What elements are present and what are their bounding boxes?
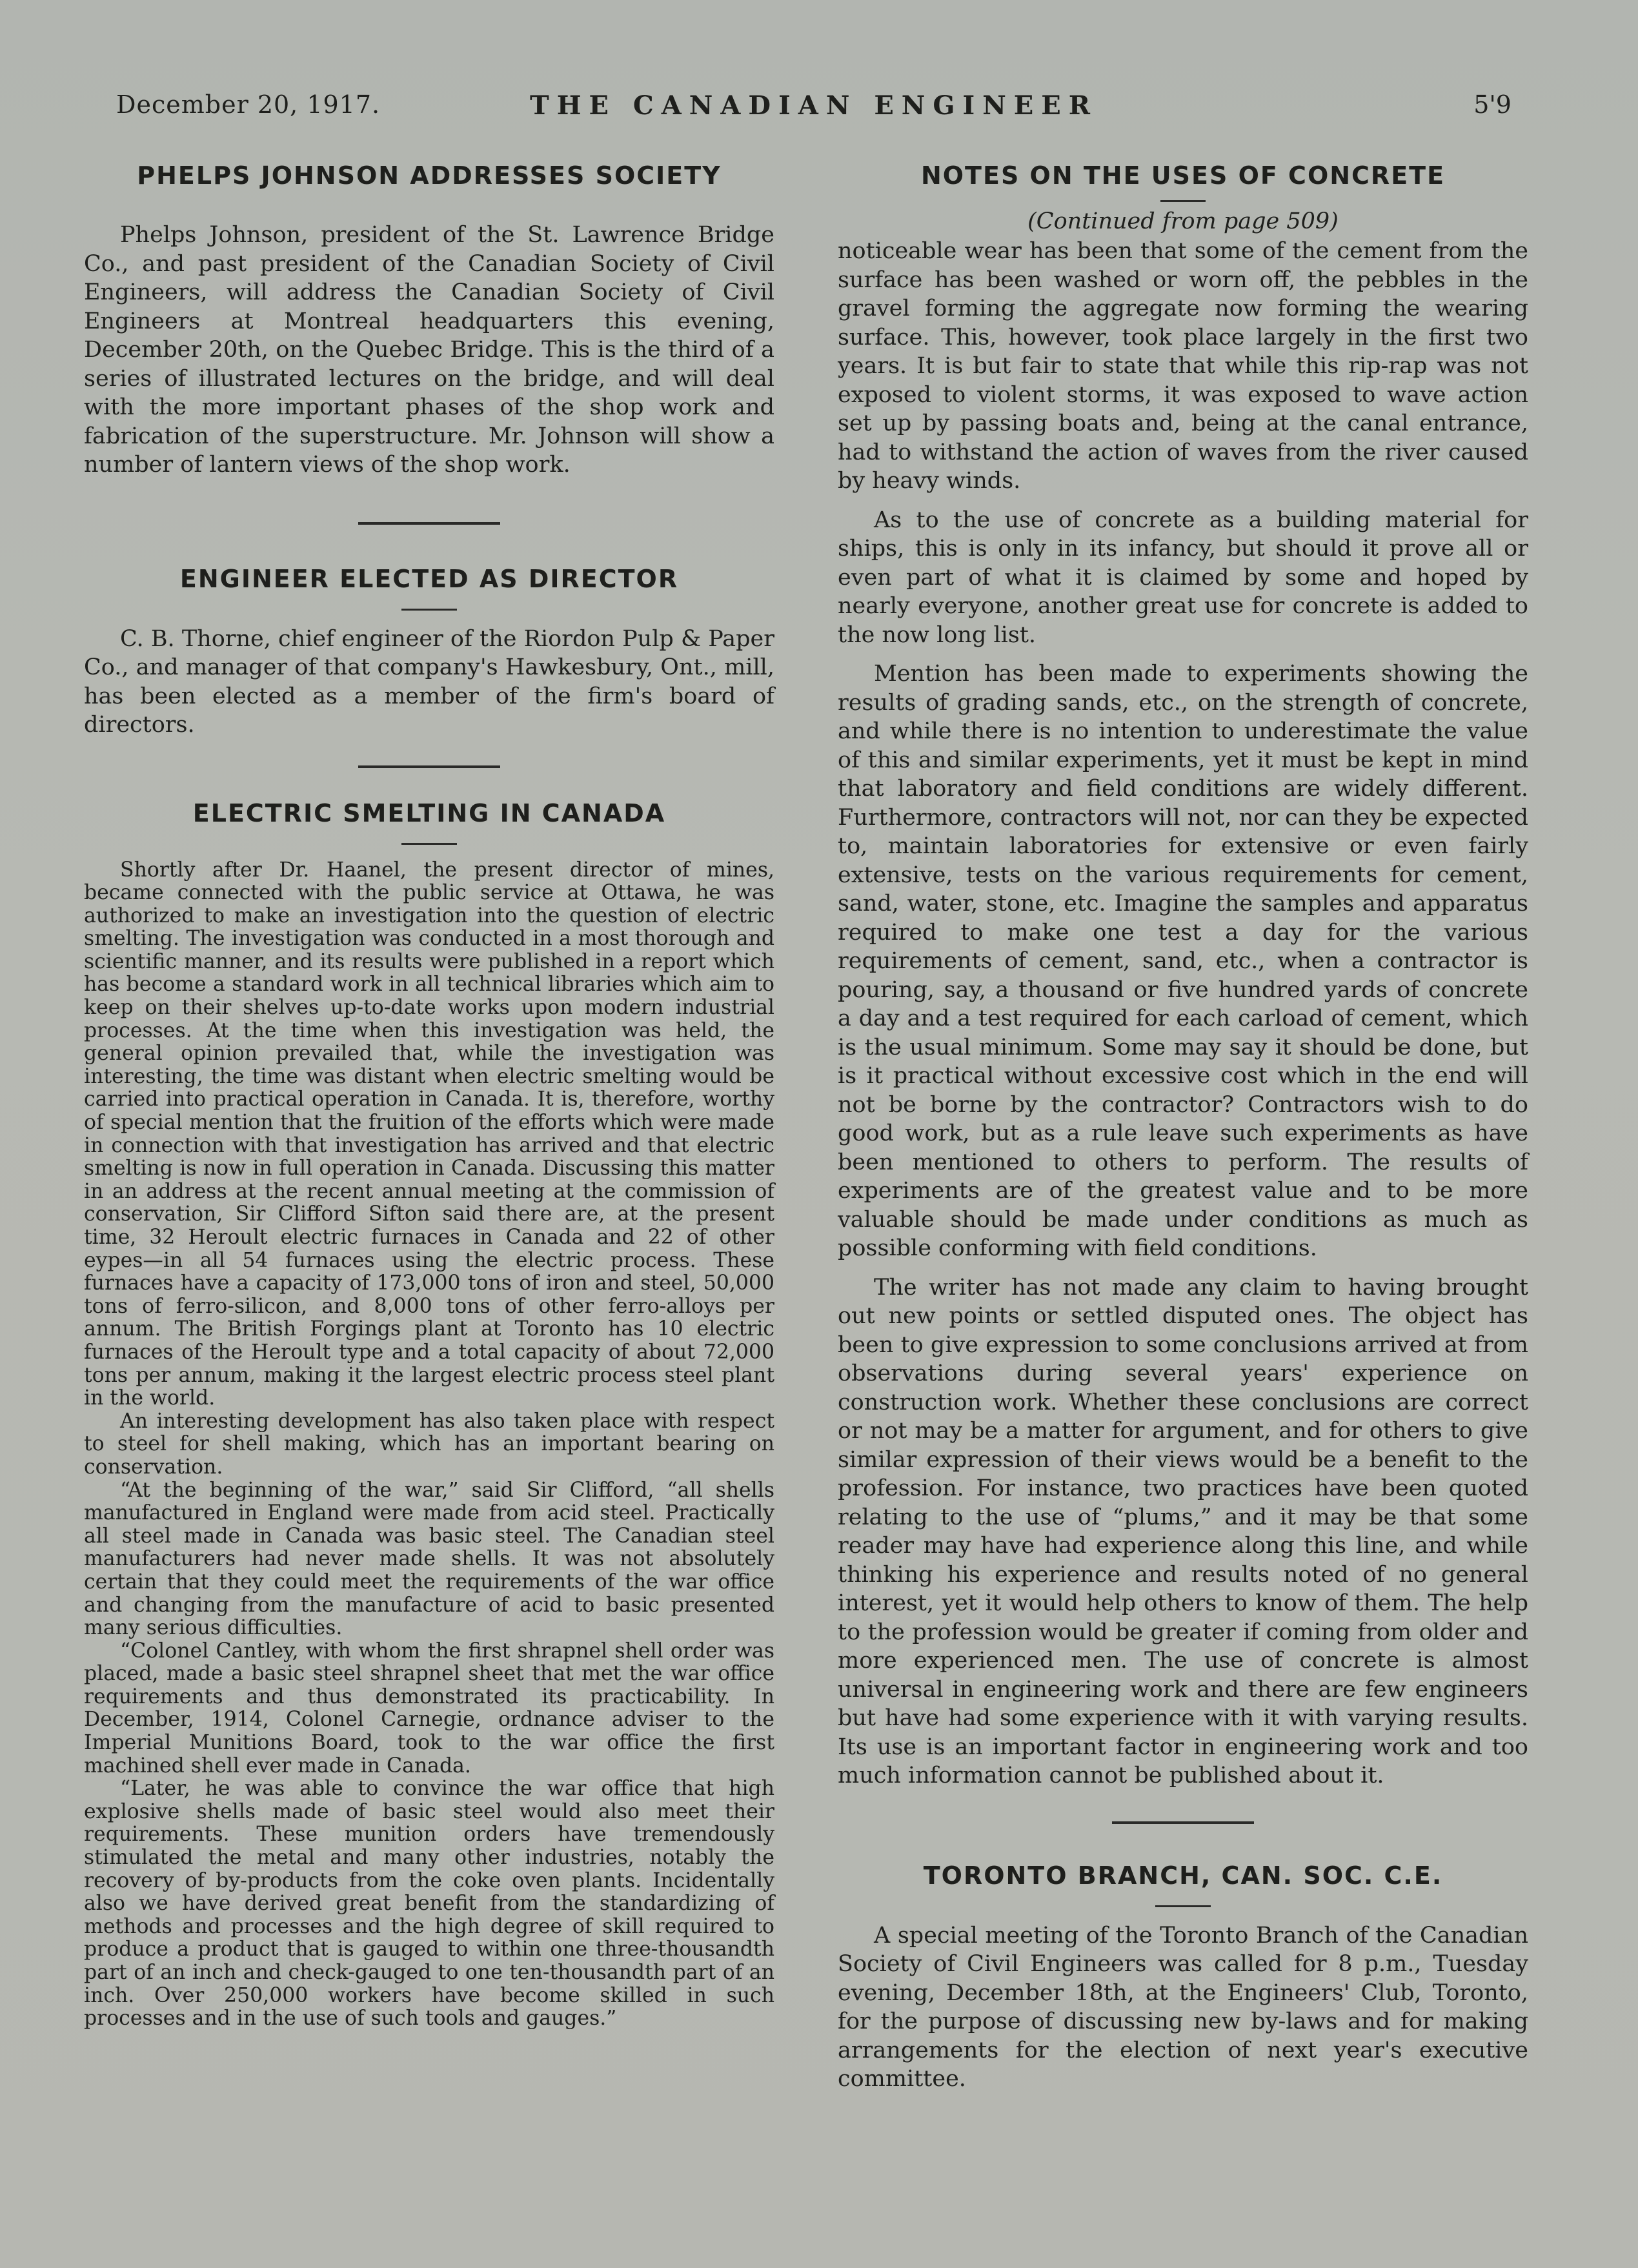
paragraph: “At the beginning of the war,” said Sir Clifford, “all shells manufactured in England were made from acid steel. Practically all steel made in Canada was basic steel. The Canadian steel manufacturers had never made shells. It was not absolutely certain that they could meet the requirements of the war office and changing from the manufacture of acid to basic presented many serious difficulties. [84,1478,774,1640]
header-date: December 20, 1917. [116,90,381,119]
article-toronto-branch [838,1861,1528,2094]
paragraph: An interesting development has also taken place with respect to steel for shell making, which has an important bearing on conservation. [84,1409,774,1479]
article-body [84,625,774,740]
article-title: TORONTO BRANCH, CAN. SOC. C.E. [923,1861,1443,1890]
article-body [838,237,1528,1790]
left-column [84,161,774,2030]
paragraph: Mention has been made to experiments showing the results of grading sands, etc., on the strength of concrete, and while there is no intention to underestimate the value of this and similar experiments, yet it must be kept in mind that laboratory and field conditions are widely different. Furthermore, contractors will not, nor can they be expected to, maintain laboratories for extensive or even fairly extensive, tests on the various requirements for cement, sand, water, stone, etc. Imagine the samples and apparatus required to make one test a day for the various requirements of cement, sand, etc., when a contractor is pouring, say, a thousand or five hundred yards of concrete a day and a test required for each carload of cement, which is the usual minimum. Some may say it should be done, but is it practical without excessive cost which in the end will not be borne by the contractor? Contractors wish to do good work, but as a rule leave such experiments as have been mentioned to others to perform. The results of experiments are of the greatest value and to be more valuable should be made under conditions as much as possible conforming with field conditions. [838,661,1529,1261]
article-electric-smelting [84,799,774,2030]
page-number: 5'9 [1473,90,1512,119]
article-body [84,859,774,2030]
article-title: NOTES ON THE USES OF CONCRETE [920,161,1446,190]
paragraph: Shortly after Dr. Haanel, the present director of mines, became connected with the public service at Ottawa, he was authorized to make an investigation into the question of electric smelting. The investigation was conducted in a most thorough and scientific manner, and its results were published in a report which has become a standard work in all technical libraries which aim to keep on their shelves up-to-date works upon modern industrial processes. At the time when this investigation was held, the general opinion prevailed that, while the investigation was interesting, the time was distant when electric smelting would be carried into practical operation in Canada. It is, therefore, worthy of special mention that the fruition of the efforts which were made in connection with that investigation has arrived and that electric smelting is now in full operation in Canada. Discussing this matter in an address at the recent annual meeting at the commission of conservation, Sir Clifford Sifton said there are, at the present time, 32 Heroult electric furnaces in Canada and 22 of other eypes—in all 54 furnaces using the electric process. These furnaces have a capacity of 173,000 tons of iron and steel, 50,000 tons of ferro-silicon, and 8,000 tons of other ferro-alloys per annum. The British Forgings plant at Toronto has 10 electric furnaces of the Heroult type and a total capacity of about 72,000 tons per annum, making it the largest electric process steel plant in the world. [84,858,774,1410]
paragraph: C. B. Thorne, chief engineer of the Riordon Pulp & Paper Co., and manager of that company's Hawkesbury, Ont., mill, has been elected as a member of the firm's board of directors. [84,625,774,738]
paragraph: A special meeting of the Toronto Branch of the Canadian Society of Civil Engineers was called for 8 p.m., Tuesday evening, December 18th, at the Engineers' Club, Toronto, for the purpose of discussing new by-laws and for making arrangements for the election of next year's executive committee. [838,1922,1528,2092]
running-header [116,90,1512,129]
paragraph: As to the use of concrete as a building material for ships, this is only in its infancy, but should it prove all or even part of what it is claimed by some and hoped by nearly everyone, another great use for concrete is added to the now long list. [838,507,1528,648]
publication-title: THE CANADIAN ENGINEER [529,90,1098,121]
title-rule [401,609,457,611]
title-rule [1155,1905,1211,1907]
paragraph: Phelps Johnson, president of the St. Lawrence Bridge Co., and past president of the Canadian Society of Civil Engineers, will address the Canadian Society of Civil Engineers at Montreal headquarters this evening, December 20th, on the Quebec Bridge. This is the third of a series of illustrated lectures on the bridge, and will deal with the more important phases of the shop work and fabrication of the superstructure. Mr. Johnson will show a number of lantern views of the shop work. [84,222,774,478]
article-body [838,1921,1528,2094]
paragraph: noticeable wear has been that some of the cement from the surface has been washed or worn off, the pebbles in the gravel forming the aggregate now forming the wearing surface. This, however, took place largely in the first two years. It is but fair to state that while this rip-rap was not exposed to violent storms, it was exposed to wave action set up by passing boats and, being at the canal entrance, had to withstand the action of waves from the river caused by heavy winds. [838,238,1528,494]
article-engineer-director [84,565,774,740]
article-phelps-johnson [84,161,774,480]
article-title: PHELPS JOHNSON ADDRESSES SOCIETY [137,161,722,190]
article-uses-of-concrete [838,161,1528,1790]
paragraph: The writer has not made any claim to having brought out new points or settled disputed ones. The object has been to give expression to some conclusions arrived at from observations during several years' experience on construction work. Whether these conclusions are correct or not may be a matter for argument, and for others to give similar expression of their views would be a benefit to the profession. For instance, two practices have been quoted relating to the use of “plums,” and it may be that some reader may have had experience along this line, and while thinking his experience and results noted of no general interest, yet it would help others to know of them. The help to the profession would be greater if coming from older and more experienced men. The use of concrete is almost universal in engineering work and there are few engineers but have had some experience with it with varying results. Its use is an important factor in engineering work and too much information cannot be published about it. [838,1274,1528,1788]
title-rule [1160,200,1206,202]
article-title: ENGINEER ELECTED AS DIRECTOR [179,564,679,593]
title-rule [401,843,457,845]
continued-note: (Continued from page 509) [1027,208,1339,234]
article-body [84,221,774,480]
right-column [838,161,1528,2094]
paragraph: “Later, he was able to convince the war office that high explosive shells made of basic steel would also meet their requirements. These munition orders have tremendously stimulated the metal and many other industries, notably the recovery of by-products from the coke oven plants. Incidentally also we have derived great benefit from the standardizing of methods and processes and the high degree of skill required to produce a product that is gauged to within one three-thousandth part of an inch and check-gauged to one ten-thousandth part of an inch. Over 250,000 workers have become skilled in such processes and in the use of such tools and gauges.” [84,1777,774,2030]
article-title: ELECTRIC SMELTING IN CANADA [192,798,666,827]
paragraph: “Colonel Cantley, with whom the first shrapnel shell order was placed, made a basic steel shrapnel sheet that met the war office requirements and thus demonstrated its practicability. In December, 1914, Colonel Carnegie, ordnance adviser to the Imperial Munitions Board, took to the war office the first machined shell ever made in Canada. [84,1639,774,1777]
